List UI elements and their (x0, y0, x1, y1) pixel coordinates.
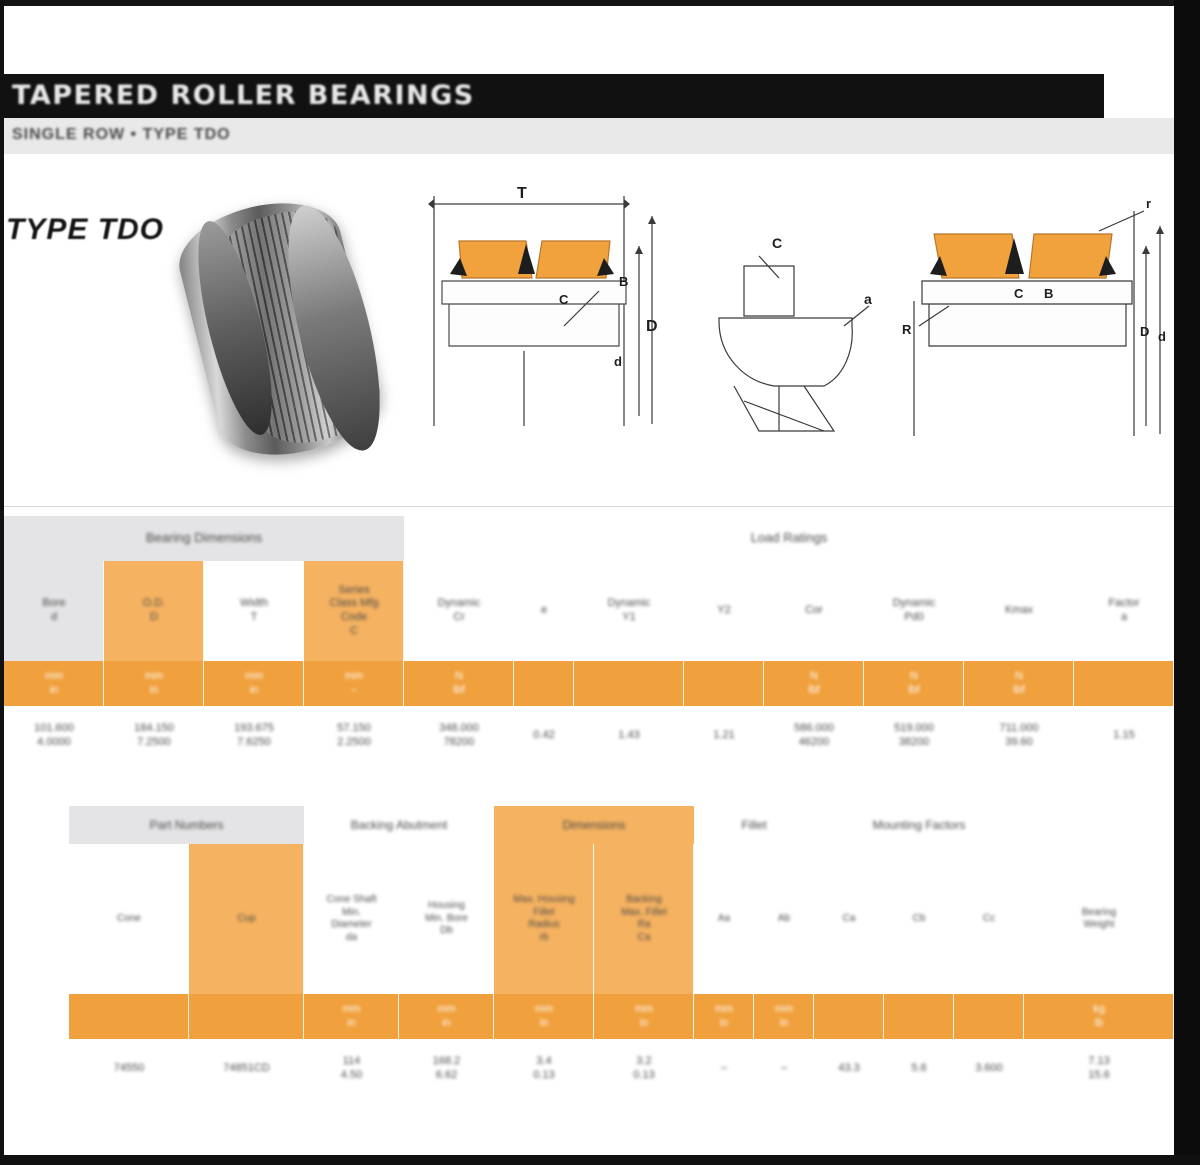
table2-subheader-label: Cb (912, 912, 926, 924)
table2-group-cell (304, 806, 494, 844)
table2-group-header-row (69, 806, 1174, 844)
table2-subheader-label: Housing Min. Bore Db (425, 900, 468, 937)
table2-data-label: 3.2 0.13 (633, 1055, 655, 1081)
table2-unit-label: mm in (534, 1002, 554, 1029)
table1-data-cell[interactable] (764, 706, 864, 766)
table1-data-cell[interactable] (204, 706, 304, 766)
table2-subheader-cell (954, 844, 1024, 994)
table2-subheader-label: Cup (237, 912, 256, 924)
bearing-type-label: TYPE TDO (6, 213, 165, 246)
table2-subheader-label: Bearing Weight (1081, 906, 1117, 930)
table1-unit-cell (304, 661, 404, 706)
table2-unit-label: mm in (634, 1002, 654, 1029)
table2-subheader-label: Aa (717, 912, 731, 924)
table2-data-cell[interactable] (884, 1039, 954, 1099)
table2-data-label: 5.6 (911, 1062, 927, 1075)
table1-unit-label: mm in (244, 669, 264, 696)
table1-subheader-cell (104, 561, 204, 661)
table1-unit-cell (964, 661, 1074, 706)
table2-data-label: 3.600 (975, 1062, 1003, 1075)
table2-group-label: Dimensions (562, 817, 626, 832)
table1-unit-label: mm in (44, 669, 64, 696)
table2-subheader-cell (69, 844, 189, 994)
table2-data-cell[interactable] (754, 1039, 814, 1099)
table1-group-label: Bearing Dimensions (145, 530, 263, 546)
table1-data-label: 348.000 78200 (439, 722, 479, 748)
table1-data-row[interactable] (4, 706, 1174, 766)
table1-data-label: 184.150 7.2500 (134, 722, 174, 748)
table2-subheader-cell (594, 844, 694, 994)
svg-text:R: R (902, 322, 912, 337)
table1-data-cell[interactable] (574, 706, 684, 766)
cross-section-diagram-1 (414, 186, 674, 476)
table2-unit-label: kg lb (1093, 1002, 1105, 1029)
table1-unit-cell (764, 661, 864, 706)
table1-unit-label (1122, 677, 1125, 691)
table1-data-label: 1.43 (618, 729, 640, 742)
table2-subheader-cell (694, 844, 754, 994)
table1-subheader-cell (304, 561, 404, 661)
table1-unit-cell (864, 661, 964, 706)
header-subtitle-bar (4, 118, 1174, 154)
table2-unit-cell (754, 994, 814, 1039)
table2-group-label: Fillet (741, 817, 767, 832)
table2-group-cell (69, 806, 304, 844)
table1-subheader-label: Series Class Mfg Code C (329, 583, 379, 637)
cross-section-diagram-3 (894, 186, 1174, 476)
table2-unit-label: mm in (342, 1002, 361, 1029)
table2-unit-label (245, 1010, 248, 1024)
bearing-data-table-2 (69, 806, 1174, 1099)
table1-unit-label (542, 677, 545, 691)
table2-unit-cell (494, 994, 594, 1039)
table2-subheader-label: Ca (842, 912, 856, 924)
table2-subheader-label: Backing Max. Fillet Ra Ca (621, 894, 667, 943)
table1-data-cell[interactable] (4, 706, 104, 766)
section-divider (4, 506, 1174, 507)
table1-subheader-cell (404, 561, 514, 661)
table2-data-row[interactable] (69, 1039, 1174, 1099)
table2-data-label: 168.2 6.62 (432, 1055, 461, 1081)
table1-subheader-label: Kmax (1004, 604, 1034, 617)
svg-text:C: C (559, 292, 569, 307)
table2-subheader-cell (189, 844, 304, 994)
table2-unit-cell (884, 994, 954, 1039)
table1-subheader-label: Dynamic Pd0 (892, 597, 936, 623)
table1-data-label: 711.000 39.60 (999, 722, 1039, 748)
table1-unit-cell (204, 661, 304, 706)
table1-data-cell[interactable] (104, 706, 204, 766)
table1-subheader-cell (764, 561, 864, 661)
table1-data-cell[interactable] (514, 706, 574, 766)
table1-unit-label: mm – (344, 669, 364, 696)
table1-data-label: 0.42 (533, 729, 555, 742)
table2-unit-label: mm in (774, 1002, 794, 1029)
table2-sub-header-row (69, 844, 1174, 994)
table2-unit-label (127, 1010, 130, 1024)
table1-subheader-cell (684, 561, 764, 661)
table1-unit-cell (514, 661, 574, 706)
bearing-data-table-1 (4, 516, 1174, 766)
table2-group-cell (814, 806, 1024, 844)
table2-unit-label: mm in (714, 1002, 734, 1029)
table1-subheader-label: e (540, 604, 548, 617)
table2-data-cell[interactable] (594, 1039, 694, 1099)
svg-text:D: D (646, 318, 658, 335)
table1-subheader-cell (4, 561, 104, 661)
table1-unit-label: N lbf (908, 669, 920, 696)
table2-unit-cell (189, 994, 304, 1039)
table1-subheader-label: Width T (239, 597, 269, 623)
svg-text:T: T (517, 186, 527, 202)
table1-data-cell[interactable] (404, 706, 514, 766)
table2-unit-cell (399, 994, 494, 1039)
table2-subheader-cell (304, 844, 399, 994)
table1-data-cell[interactable] (684, 706, 764, 766)
table2-subheader-cell (494, 844, 594, 994)
table2-unit-cell (694, 994, 754, 1039)
table2-data-label: 3.4 0.13 (533, 1055, 555, 1081)
svg-text:r: r (1146, 196, 1152, 211)
table2-unit-cell (69, 994, 189, 1039)
table2-data-label: 114 4.50 (340, 1055, 363, 1081)
table2-data-label: 74851CD (223, 1062, 270, 1075)
table1-unit-cell (4, 661, 104, 706)
table1-unit-label (722, 677, 725, 691)
table2-subheader-cell (1024, 844, 1174, 994)
table1-unit-cell (104, 661, 204, 706)
table1-group-cell (4, 516, 404, 561)
table1-data-label: 101.600 4.0000 (34, 722, 74, 748)
table2-unit-label (847, 1010, 850, 1024)
table1-subheader-cell (864, 561, 964, 661)
table2-group-cell (494, 806, 694, 844)
table2-unit-cell (954, 994, 1024, 1039)
table2-unit-label: mm in (437, 1002, 456, 1029)
table1-data-label: 1.21 (713, 729, 735, 742)
table2-unit-cell (304, 994, 399, 1039)
table2-data-label: – (720, 1062, 728, 1075)
table2-data-cell[interactable] (814, 1039, 884, 1099)
table1-subheader-cell (574, 561, 684, 661)
svg-text:C: C (1014, 286, 1024, 301)
table2-subheader-cell (399, 844, 494, 994)
table1-data-cell[interactable] (304, 706, 404, 766)
table2-group-label: Part Numbers (149, 817, 224, 832)
page-subtitle: SINGLE ROW • TYPE TDO (12, 126, 231, 143)
table1-unit-label: N lbf (453, 669, 465, 696)
header-title-bar (4, 74, 1104, 118)
table2-group-label: Mounting Factors (872, 817, 966, 832)
table1-unit-cell (404, 661, 514, 706)
table1-subheader-label: Dynamic Y1 (607, 597, 651, 623)
cross-section-diagram-2 (684, 186, 884, 476)
table2-subheader-cell (814, 844, 884, 994)
table2-data-label: 7.13 15.6 (1088, 1055, 1110, 1081)
svg-text:d: d (1158, 329, 1166, 344)
table2-unit-cell (594, 994, 694, 1039)
table2-data-cell[interactable] (399, 1039, 494, 1099)
table1-sub-header-row (4, 561, 1174, 661)
table1-data-label: 519.000 38200 (894, 722, 934, 748)
table2-data-cell[interactable] (304, 1039, 399, 1099)
table1-subheader-label: Bore d (42, 597, 66, 623)
table2-subheader-label: Max. Housing Fillet Radius rb (513, 894, 575, 943)
table1-data-cell[interactable] (964, 706, 1074, 766)
table1-unit-cell (574, 661, 684, 706)
table2-data-cell[interactable] (694, 1039, 754, 1099)
table1-data-cell[interactable] (864, 706, 964, 766)
svg-text:d: d (614, 354, 622, 369)
table2-group-label: Backing Abutment (350, 817, 448, 832)
tapered-roller-bearing-photo (179, 196, 394, 466)
table1-group-label: Load Ratings (750, 530, 828, 546)
figure-zone (4, 161, 1174, 506)
table1-data-label: 586.000 46200 (794, 722, 834, 748)
table1-subheader-label: Y2 (717, 604, 731, 617)
page-title: TAPERED ROLLER BEARINGS (12, 80, 475, 111)
table1-subheader-cell (514, 561, 574, 661)
table1-subheader-cell (204, 561, 304, 661)
table2-data-cell[interactable] (954, 1039, 1024, 1099)
table1-subheader-cell (964, 561, 1074, 661)
table2-subheader-label: Ab (777, 912, 791, 924)
table2-data-label: – (780, 1062, 788, 1075)
table2-group-label (1097, 818, 1100, 833)
table1-unit-cell (1074, 661, 1174, 706)
table2-data-label: 43.3 (838, 1062, 860, 1075)
table1-unit-label: N lbf (808, 669, 820, 696)
table1-subheader-cell (1074, 561, 1174, 661)
table1-unit-label (627, 677, 630, 691)
svg-text:D: D (1140, 324, 1150, 339)
table2-data-cell[interactable] (494, 1039, 594, 1099)
table2-subheader-label: Cc (982, 912, 996, 924)
table1-unit-label: mm in (144, 669, 164, 696)
table1-unit-row (4, 661, 1174, 706)
svg-text:C: C (772, 235, 783, 251)
table1-data-label: 57.150 2.2500 (337, 722, 371, 748)
table2-unit-row (69, 994, 1174, 1039)
table2-unit-label (917, 1010, 920, 1024)
table1-group-header-row (4, 516, 1174, 561)
document-sheet (4, 6, 1174, 1155)
table2-unit-cell (814, 994, 884, 1039)
table2-data-label: 74550 (113, 1062, 145, 1075)
table2-subheader-cell (754, 844, 814, 994)
table2-unit-cell (1024, 994, 1174, 1039)
page-frame-bottom (0, 1155, 1200, 1165)
svg-text:B: B (1044, 286, 1054, 301)
table1-subheader-label: Cor (805, 604, 823, 617)
table2-data-cell[interactable] (69, 1039, 189, 1099)
table1-data-label: 193.675 7.6250 (234, 722, 274, 748)
table2-subheader-cell (884, 844, 954, 994)
svg-text:B: B (619, 274, 629, 289)
svg-text:a: a (864, 291, 872, 307)
table1-group-cell (404, 516, 1174, 561)
table2-unit-label (987, 1010, 990, 1024)
table2-data-cell[interactable] (189, 1039, 304, 1099)
table2-group-cell (694, 806, 814, 844)
table1-data-label: 1.15 (1113, 729, 1135, 742)
table1-subheader-label: O.D. D (142, 597, 166, 623)
page-frame-right (1174, 0, 1200, 1165)
table1-data-cell[interactable] (1074, 706, 1174, 766)
table1-subheader-label: Dynamic Cr (437, 597, 481, 623)
table2-group-cell (1024, 806, 1174, 844)
table1-subheader-label: Factor a (1108, 597, 1140, 623)
table2-subheader-label: Cone (117, 912, 141, 924)
table2-subheader-label: Cone Shaft Min. Diameter da (326, 894, 377, 943)
table1-unit-label: N lbf (1013, 669, 1025, 696)
table1-unit-cell (684, 661, 764, 706)
table2-data-cell[interactable] (1024, 1039, 1174, 1099)
